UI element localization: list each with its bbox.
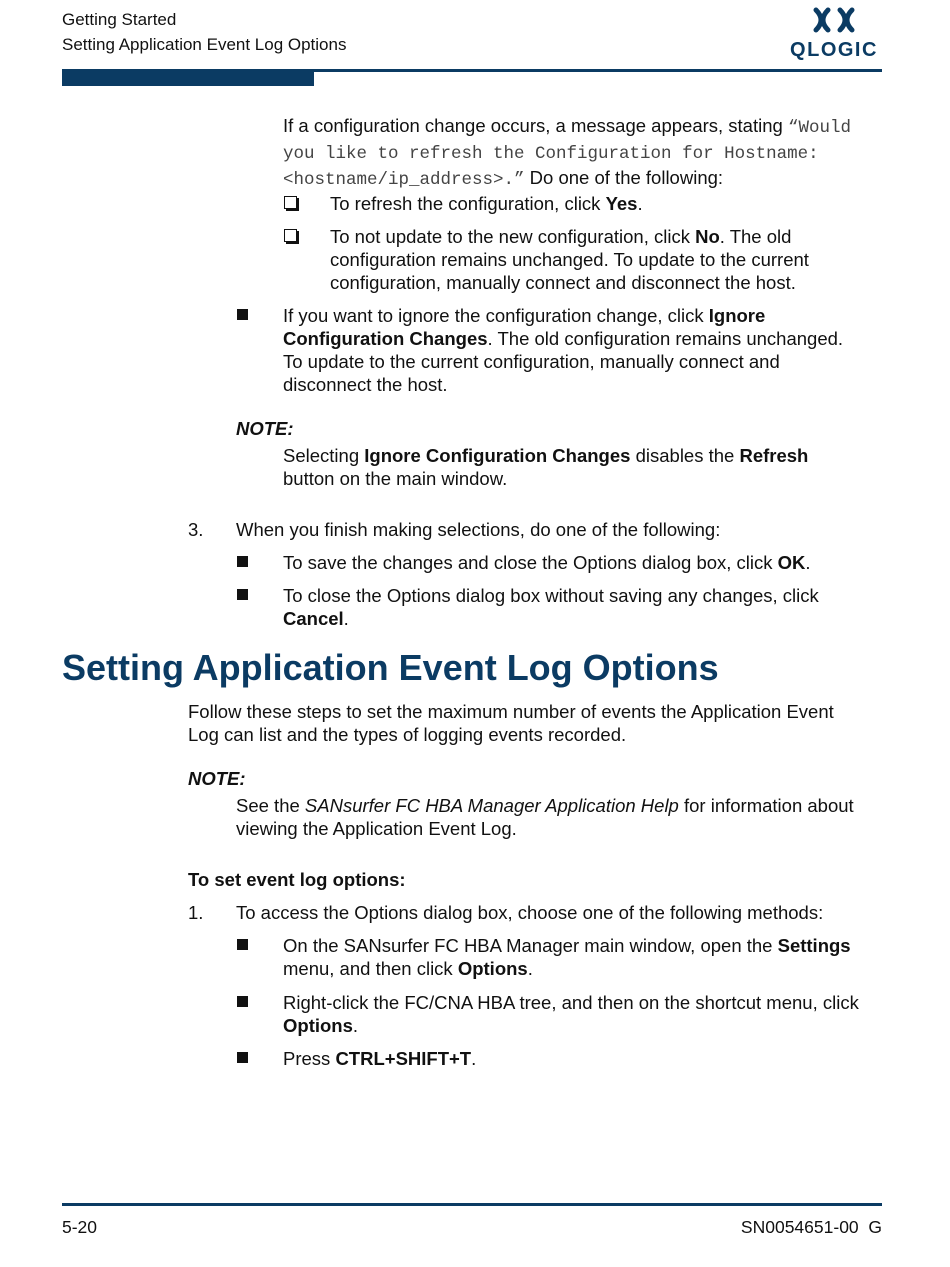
list-item-text: . The old [719,226,792,247]
section-intro [188,700,883,746]
qlogic-logo-mark [788,6,880,40]
list-item-text: . The old configuration remains unchanged. [487,328,844,349]
ui-term-refresh: Refresh [739,445,809,466]
config-message-quote: <hostname/ip_address>.” [283,170,525,190]
config-message-text: Do one of the following: [524,167,724,188]
list-item [330,225,885,294]
footer-rule [62,1203,882,1206]
step-number: 1. [188,902,204,923]
ui-term-options: Options [283,1015,353,1036]
list-item [283,584,883,630]
note-text: disables the [630,445,740,466]
keyboard-shortcut: CTRL+SHIFT+T [335,1048,472,1069]
list-item-text: . [352,1015,359,1036]
list-item [283,934,883,980]
config-message-paragraph [283,114,883,192]
square-bullet-icon [237,939,248,950]
qlogic-logo-text: QLOGIC [790,39,878,61]
header-rule-tab [62,71,314,86]
list-item-text: Right-click the FC/CNA HBA tree, and then on the shortcut menu, click [283,992,859,1013]
step-text: When you finish making selections, do one of the following: [236,519,721,540]
note-text: button on the main window. [283,468,508,489]
list-item-text: Press [283,1048,336,1069]
list-item [283,1047,476,1070]
running-header-section: Setting Application Event Log Options [62,35,347,54]
list-item-text: If you want to ignore the configuration change, click [283,305,709,326]
step-text: To access the Options dialog box, choose one of the following methods: [236,902,824,923]
ui-term-configuration-changes: Configuration Changes [283,328,488,349]
note-body [236,794,886,840]
list-item [330,192,885,215]
list-item [283,551,811,574]
list-item-text: configuration, manually connect and disconnect the host. [330,272,796,293]
square-bullet-icon [237,589,248,600]
list-item-text: . [805,552,811,573]
help-reference: SANsurfer FC HBA Manager Application Help [304,795,679,816]
ui-term-yes: Yes [605,193,638,214]
list-item [283,991,883,1037]
square-bullet-icon [237,556,248,567]
ui-term-ignore-configuration-changes: Ignore Configuration Changes [364,445,631,466]
page-number: 5-20 [62,1217,98,1237]
ui-term-options: Options [457,958,528,979]
list-item-text: configuration remains unchanged. To update to the current [330,249,809,270]
list-item-text: To not update to the new configuration, click [330,226,696,247]
ui-term-ignore: Ignore [708,305,766,326]
document-id: SN0054651-00 G [740,1217,882,1237]
ui-term-settings: Settings [777,935,851,956]
note-text: Selecting [283,445,365,466]
list-item-text: To update to the current configuration, manually connect and [283,351,780,372]
intro-text: Log can list and the types of logging events recorded. [188,724,627,745]
ui-term-no: No [695,226,720,247]
note-label: NOTE: [236,418,294,439]
list-item-text: . [471,1048,477,1069]
running-header-chapter: Getting Started [62,10,177,29]
square-bullet-icon [237,1052,248,1063]
note-label: NOTE: [188,768,246,789]
list-item-text: On the SANsurfer FC HBA Manager main window, open the [283,935,778,956]
qlogic-logo [788,6,880,62]
config-message-quote: you like to refresh the Configuration for Hostname: [283,144,819,164]
list-item-text: disconnect the host. [283,374,448,395]
list-item-text: . [343,608,349,629]
step-number: 3. [188,519,204,540]
list-item-text: . [637,193,643,214]
square-bullet-icon [237,309,248,320]
list-item-text: . [527,958,533,979]
config-message-quote: “Would [787,118,851,138]
list-item-text: menu, and then click [283,958,458,979]
ui-term-cancel: Cancel [283,608,344,629]
note-text: viewing the Application Event Log. [236,818,517,839]
procedure-title: To set event log options: [188,869,406,890]
checkbox-bullet-icon [284,229,297,242]
list-item-text: To refresh the configuration, click [330,193,606,214]
note-text: See the [236,795,305,816]
note-body [283,444,883,490]
list-item-text: To close the Options dialog box without saving any changes, click [283,585,819,606]
square-bullet-icon [237,996,248,1007]
note-text: for information about [678,795,854,816]
intro-text: Follow these steps to set the maximum number of events the Application Event [188,701,834,722]
list-item [283,304,883,396]
section-title: Setting Application Event Log Options [62,647,719,688]
config-message-text: If a configuration change occurs, a message appears, stating [283,115,788,136]
ui-term-ok: OK [777,552,806,573]
list-item-text: To save the changes and close the Options dialog box, click [283,552,778,573]
checkbox-bullet-icon [284,196,297,209]
